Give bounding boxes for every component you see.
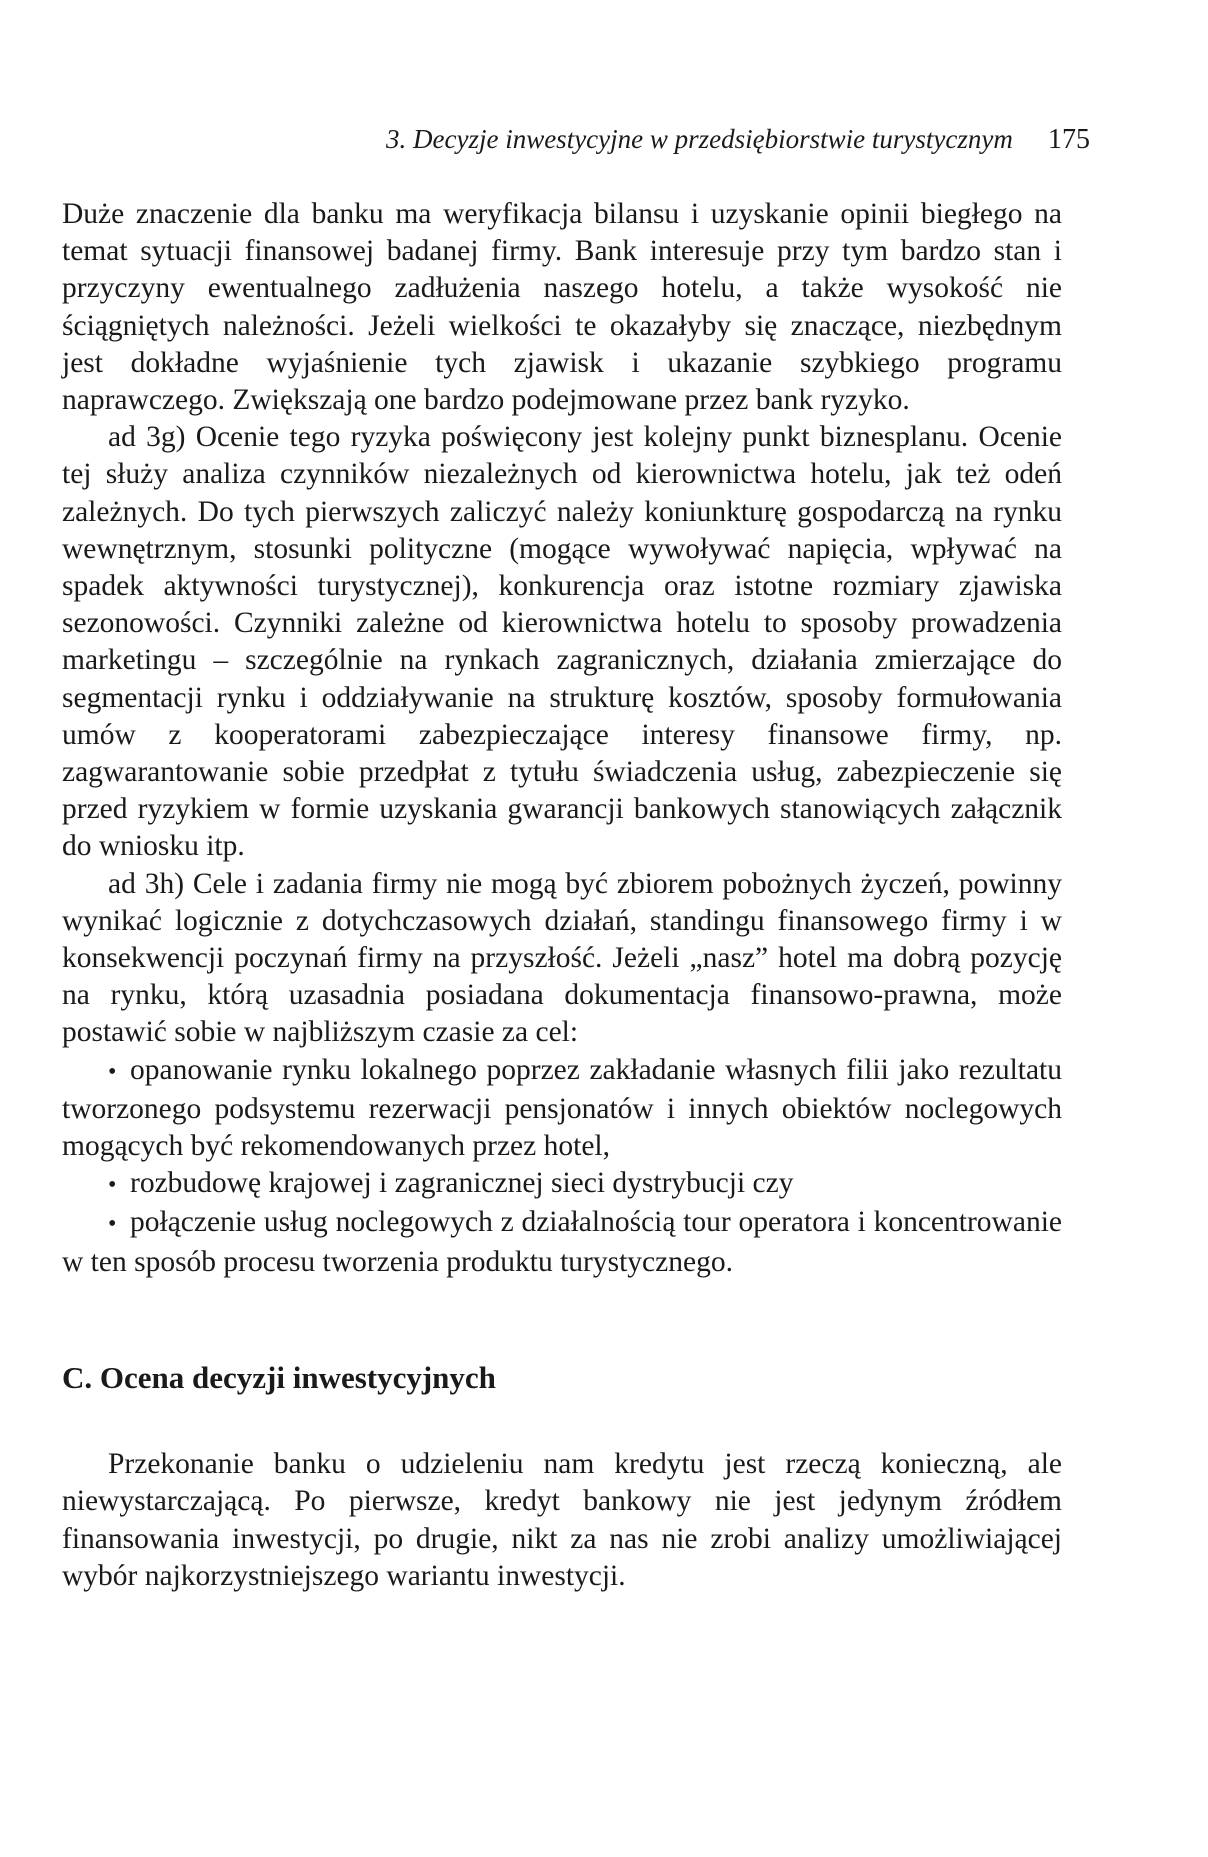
paragraph-bank-verification: Duże znaczenie dla banku ma weryfikacja bilansu i uzyskanie opinii biegłego na temat sytuacji finansowej badanej firmy. Bank interesuje przy tym bardzo stan i przyczyny ewentualnego zadłużenia naszego hotelu, a także wysokość nie ściągniętych należności. Jeżeli wielkości te okazałyby się znaczące, niezbędnym jest dokładne wyjaśnienie tych zjawisk i ukazanie szybkiego programu naprawczego. Zwiększają one bardzo podejmowane przez bank ryzyko. xyxy=(62,198,1062,417)
running-title: 3. Decyzje inwestycyjne w przedsiębiorstwie turystycznym xyxy=(386,124,1013,154)
goals-list xyxy=(62,1052,1062,1281)
list-item-text: rozbudowę krajowej i zagranicznej sieci dystrybucji czy xyxy=(130,1167,794,1200)
bullet-icon: • xyxy=(108,1211,117,1238)
paragraph-ad-3g: ad 3g) Ocenie tego ryzyka poświęcony jest kolejny punkt biznesplanu. Ocenie tej służy analiza czynników niezależnych od kierownictwa hotelu, jak też odeń zależnych. Do tych pierwszych zaliczyć należy koniunkturę gospodarczą na rynku wewnętrznym, stosunki polityczne (mogące wywoływać napięcia, wpływać na spadek aktywności turystycznej), konkurencja oraz istotne rozmiary zjawiska sezonowości. Czynniki zależne od kierownictwa hotelu to sposoby prowadzenia marketingu – szczególnie na rynkach zagranicznych, działania zmierzające do segmentacji rynku i oddziaływanie na strukturę kosztów, sposoby formułowania umów z kooperatorami zabezpieczające interesy finansowe firmy, np. zagwarantowanie sobie przedpłat z tytułu świadczenia usług, zabezpieczenie się przed ryzykiem w formie uzyskania gwarancji bankowych stanowiących załącznik do wniosku itp. xyxy=(62,421,1062,863)
page-number: 175 xyxy=(1048,124,1090,155)
paragraph-ad-3h: ad 3h) Cele i zadania firmy nie mogą być zbiorem pobożnych życzeń, powinny wynikać logicznie z dotychczasowych działań, standingu finansowego firmy i w konsekwencji poczynań firmy na przyszłość. Jeżeli „nasz” hotel ma dobrą pozycję na rynku, którą uzasadnia posiadana dokumentacja finansowo-prawna, może postawić sobie w najbliższym czasie za cel: xyxy=(62,867,1062,1049)
list-item-text: połączenie usług noclegowych z działalnością tour operatora i koncentrowanie w ten sposób procesu tworzenia produktu turystycznego. xyxy=(62,1206,1062,1278)
bullet-icon: • xyxy=(108,1172,117,1199)
paragraph-section-c: Przekonanie banku o udzieleniu nam kredytu jest rzeczą konieczną, ale niewystarczającą. Po pierwsze, kredyt bankowy nie jest jedynym źródłem finansowania inwestycji, po drugie, nikt za nas nie zrobi analizy umożliwiającej wybór najkorzystniejszego wariantu inwestycji. xyxy=(62,1448,1062,1592)
book-page xyxy=(62,118,1090,1595)
running-head xyxy=(62,118,1090,158)
list-item xyxy=(62,1204,1062,1280)
list-item xyxy=(62,1052,1062,1166)
body-text xyxy=(62,196,1062,1595)
list-item-text: opanowanie rynku lokalnego poprzez zakładanie własnych filii jako rezultatu tworzonego podsystemu rezerwacji pensjonatów i innych obiektów noclegowych mogących być rekomendowanych przez hotel, xyxy=(62,1053,1062,1163)
bullet-icon: • xyxy=(108,1058,117,1085)
list-item xyxy=(62,1165,1062,1204)
section-heading: C. Ocena decyzji inwestycyjnych xyxy=(62,1359,496,1395)
